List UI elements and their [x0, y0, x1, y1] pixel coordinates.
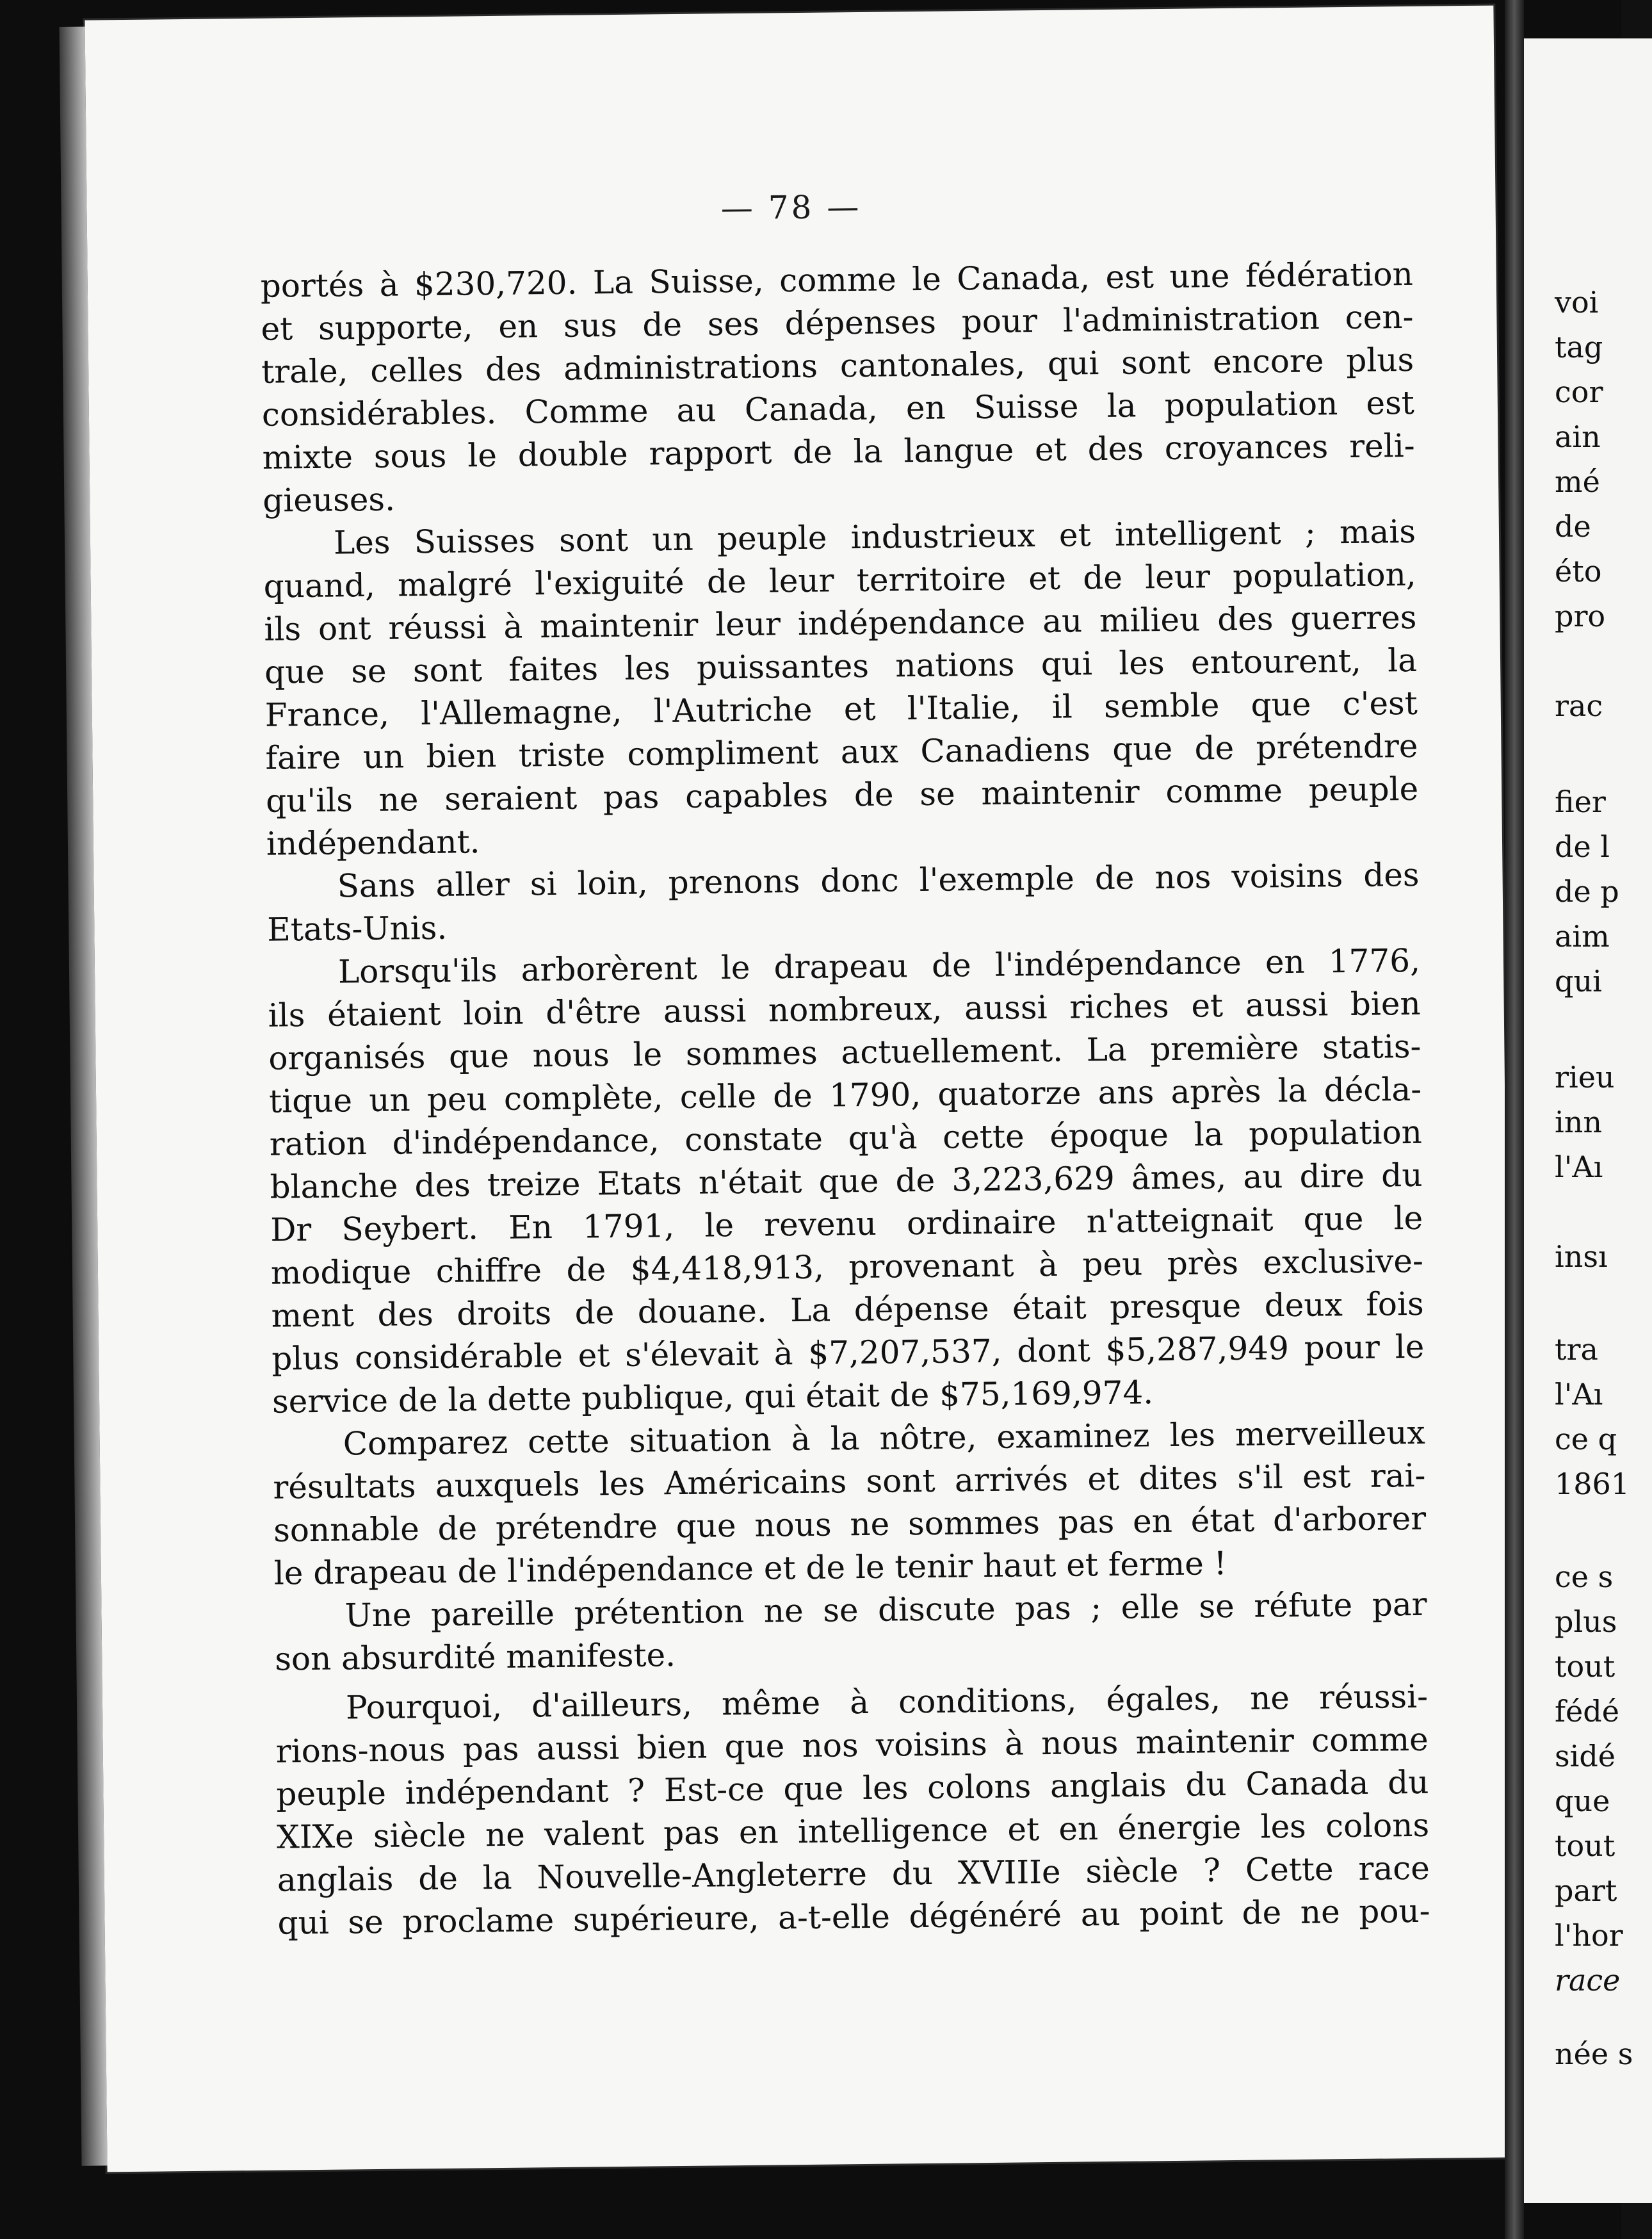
text-line: ment des droits de douane. La dépense était presque deux fois — [271, 1285, 1424, 1335]
text-line: anglais de la Nouvelle-Angleterre du XVIIIe siècle ? Cette race — [277, 1849, 1430, 1899]
text-line: mixte sous le double rapport de la langue et des croyances reli- — [262, 427, 1415, 476]
book-page-left — [85, 6, 1516, 2172]
text-fragment: de — [1555, 509, 1591, 544]
text-fragment: plus — [1555, 1604, 1617, 1639]
text-line: organisés que nous le sommes actuellement. La première statis- — [268, 1027, 1421, 1077]
book-page-right-cropped — [1524, 38, 1652, 2203]
text-line: qui se proclame supérieure, a-t-elle dégénéré au point de ne pou- — [277, 1892, 1430, 1942]
text-fragment: de l — [1555, 829, 1610, 864]
text-line: gieuses. — [263, 480, 396, 519]
text-line: rions-nous pas aussi bien que nos voisins à nous maintenir comme — [275, 1720, 1429, 1770]
text-fragment: cor — [1555, 375, 1603, 409]
text-fragment: mé — [1555, 464, 1600, 499]
text-fragment: race — [1555, 1963, 1621, 1998]
text-fragment: née s — [1555, 2037, 1633, 2071]
text-fragment: ce s — [1555, 1559, 1614, 1594]
text-line: indépendant. — [266, 823, 480, 863]
text-line: plus considérable et s'élevait à $7,207,537, dont $5,287,949 pour le — [271, 1328, 1425, 1378]
text-fragment: aim — [1555, 919, 1610, 954]
text-fragment: part — [1555, 1873, 1617, 1908]
text-line: Dr Seybert. En 1791, le revenu ordinaire n'atteignait que le — [270, 1199, 1423, 1249]
text-line: Sans aller si loin, prenons donc l'exemple de nos voisins des — [337, 856, 1420, 905]
text-line: tique un peu complète, celle de 1790, quatorze ans après la décla- — [268, 1070, 1422, 1120]
text-fragment: l'hor — [1555, 1918, 1623, 1953]
text-fragment: ain — [1555, 419, 1601, 454]
text-line: portés à $230,720. La Suisse, comme le Canada, est une fédération — [260, 255, 1414, 305]
text-line: blanche des treize Etats n'était que de 3,223,629 âmes, au dire du — [270, 1156, 1423, 1206]
text-line: son absurdité manifeste. — [274, 1636, 676, 1678]
text-fragment: fédé — [1555, 1694, 1619, 1729]
text-fragment: tout — [1555, 1649, 1616, 1684]
text-line: ration d'indépendance, constate qu'à cette époque la population — [269, 1113, 1423, 1163]
text-line: modique chiffre de $4,418,913, provenant à peu près exclusive- — [270, 1242, 1424, 1292]
text-line: résultats auxquels les Américains sont arrivés et dites s'il est rai- — [273, 1456, 1426, 1506]
text-line: Une pareille prétention ne se discute pas ; elle se réfute par — [344, 1585, 1427, 1634]
text-line: que se sont faites les puissantes nations qui les entourent, la — [264, 641, 1418, 691]
text-line: France, l'Allemagne, l'Autriche et l'Italie, il semble que c'est — [264, 684, 1418, 734]
text-line: trale, celles des administrations cantonales, qui sont encore plus — [261, 341, 1414, 391]
text-line: Pourquoi, d'ailleurs, même à conditions, égales, ne réussi- — [345, 1677, 1429, 1727]
text-fragment: insı — [1555, 1239, 1608, 1274]
book-gutter — [1505, 0, 1524, 2239]
text-fragment: voi — [1555, 285, 1599, 320]
text-fragment: qui — [1555, 964, 1602, 998]
text-fragment: tag — [1555, 330, 1603, 364]
text-line: et supporte, en sus de ses dépenses pour l'administration cen- — [261, 298, 1414, 348]
text-line: sonnable de prétendre que nous ne sommes pas en état d'arborer — [273, 1499, 1427, 1549]
text-line: considérables. Comme au Canada, en Suisse la population est — [261, 384, 1415, 434]
text-line: Lorsqu'ils arborèrent le drapeau de l'indépendance en 1776, — [337, 941, 1421, 991]
text-fragment: 1861 — [1555, 1467, 1630, 1501]
text-fragment: l'Aı — [1555, 1377, 1603, 1412]
page-body-text — [260, 253, 1430, 1945]
text-fragment: pro — [1555, 599, 1606, 633]
text-fragment: éto — [1555, 554, 1602, 589]
text-line: qu'ils ne seraient pas capables de se maintenir comme peuple — [265, 770, 1419, 820]
text-line: XIXe siècle ne valent pas en intelligence et en énergie les colons — [276, 1806, 1430, 1856]
text-fragment: l'Aı — [1555, 1150, 1603, 1184]
text-fragment: rieu — [1555, 1060, 1615, 1095]
text-line: le drapeau de l'indépendance et de le tenir haut et ferme ! — [273, 1545, 1227, 1592]
text-line: ils ont réussi à maintenir leur indépendance au milieu des guerres — [264, 598, 1417, 648]
text-fragment: rac — [1555, 688, 1603, 723]
text-fragment: fier — [1555, 785, 1606, 819]
text-fragment: tra — [1555, 1332, 1598, 1367]
text-line: peuple indépendant ? Est-ce que les colons anglais du Canada du — [276, 1763, 1429, 1813]
text-line: Comparez cette situation à la nôtre, examinez les merveilleux — [343, 1413, 1425, 1463]
text-line: faire un bien triste compliment aux Canadiens que de prétendre — [265, 727, 1418, 777]
text-fragment: ce q — [1555, 1422, 1617, 1456]
text-fragment: sidé — [1555, 1739, 1616, 1773]
text-line: quand, malgré l'exiguité de leur territoire et de leur population, — [263, 555, 1416, 605]
text-fragment: inn — [1555, 1105, 1602, 1139]
text-line: ils étaient loin d'être aussi nombreux, aussi riches et aussi bien — [268, 984, 1421, 1034]
text-line: service de la dette publique, qui était de $75,169,974. — [271, 1374, 1154, 1421]
page-number: — 78 — — [720, 188, 862, 227]
text-fragment: tout — [1555, 1828, 1616, 1863]
text-fragment: que — [1555, 1784, 1610, 1818]
text-line: Etats-Unis. — [267, 909, 448, 949]
text-fragment: de p — [1555, 874, 1619, 909]
text-line: Les Suisses sont un peuple industrieux et intelligent ; mais — [333, 512, 1416, 562]
